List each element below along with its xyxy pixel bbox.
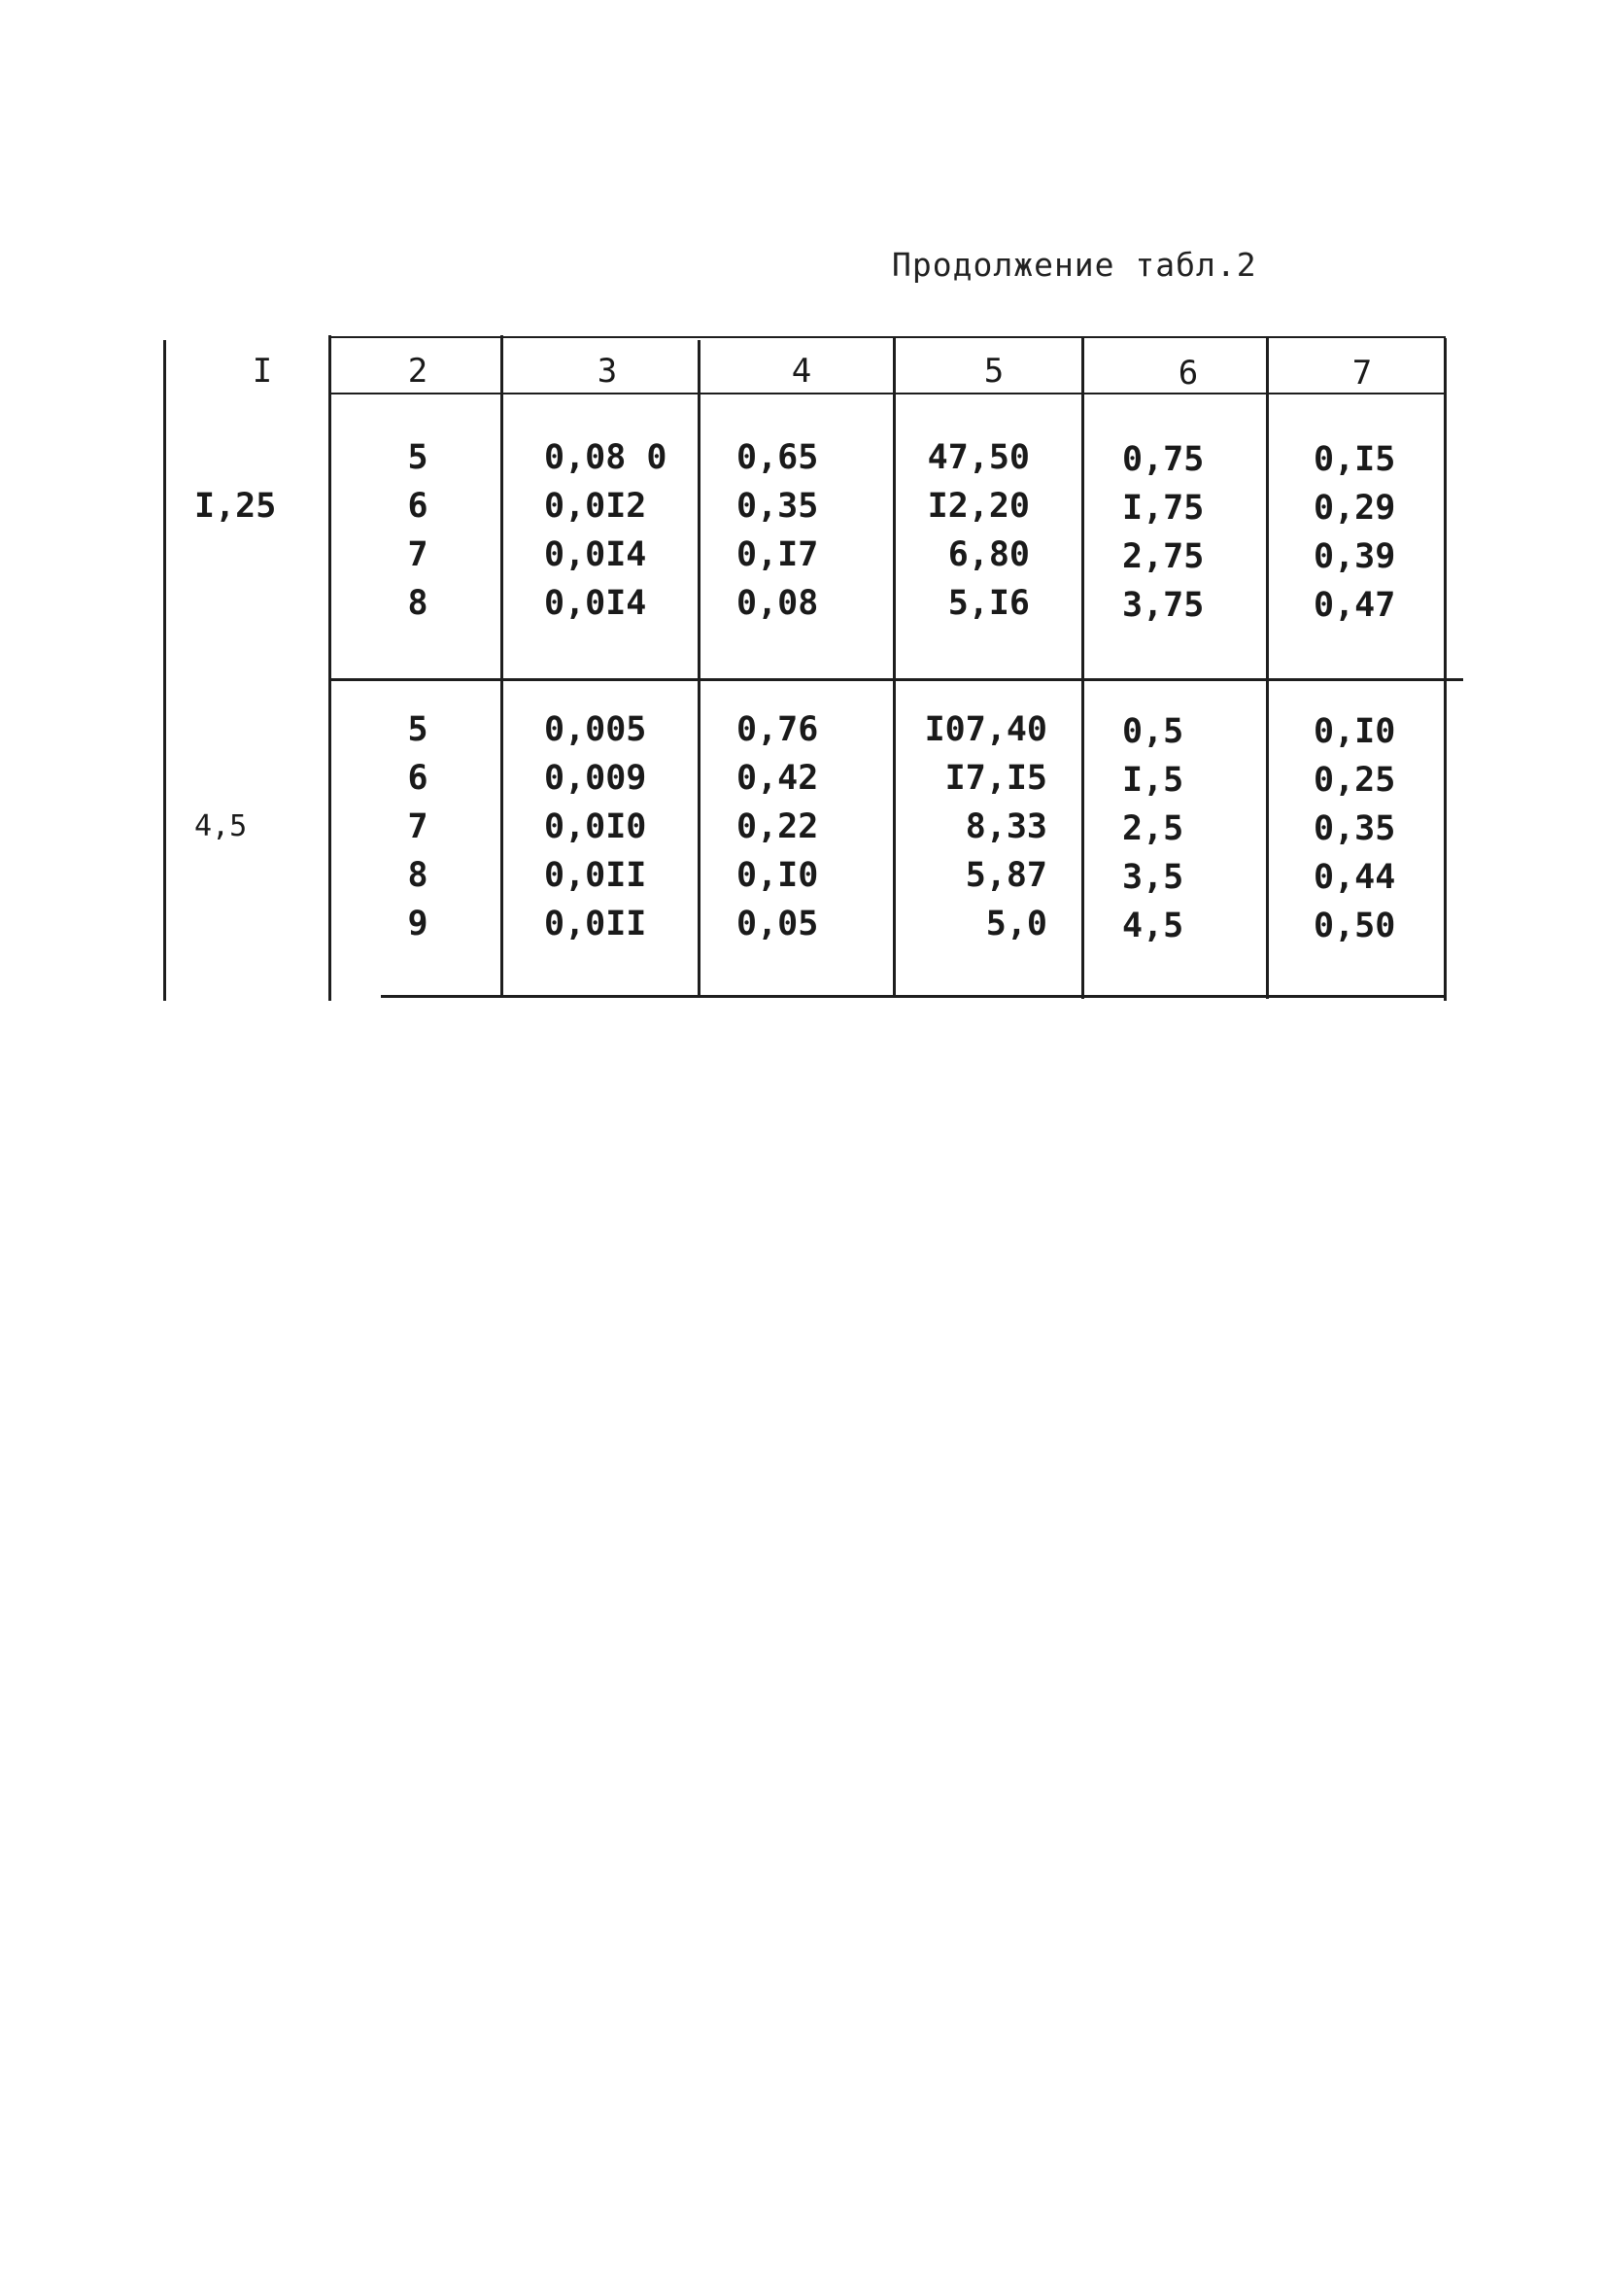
table-cell: 6 — [407, 487, 428, 526]
table-cell: 0,0I4 — [544, 535, 647, 574]
table-cell: I07,40 — [924, 710, 1047, 749]
table-cell: 0,0I4 — [544, 584, 647, 623]
table-cell: 0,08 0 — [544, 438, 667, 477]
table-cell: 0,42 — [736, 759, 819, 798]
table-cell: 8,33 — [965, 807, 1047, 846]
table-cell: 0,0I0 — [544, 807, 647, 846]
table-border-right — [1444, 338, 1447, 1001]
table-cell: 0,I7 — [736, 535, 819, 574]
column-divider-3 — [698, 340, 700, 996]
table-cell: 0,0I2 — [544, 487, 647, 526]
table-cell: 0,009 — [544, 759, 647, 798]
table-cell: I,75 — [1122, 489, 1205, 528]
table-cell: 8 — [407, 584, 428, 623]
table-cell: 0,25 — [1314, 761, 1396, 800]
table-cell: 6 — [407, 759, 428, 798]
group-label: I,25 — [194, 487, 277, 526]
table-cell: 7 — [407, 535, 428, 574]
table-cell: 5 — [407, 710, 428, 749]
table-cell: 0,47 — [1314, 586, 1396, 625]
table-cell: I2,20 — [927, 487, 1030, 526]
table-cell: 0,I5 — [1314, 440, 1396, 479]
column-divider-5 — [1081, 338, 1084, 999]
table-cell: 0,50 — [1314, 907, 1396, 945]
table-cell: 7 — [407, 807, 428, 846]
table-cell: 8 — [407, 856, 428, 895]
column-divider-1 — [328, 335, 331, 1001]
table-cell: 9 — [407, 905, 428, 943]
table-cell: 2,5 — [1122, 809, 1184, 848]
table-cell: 4,5 — [1122, 907, 1184, 945]
table-cell: 5,0 — [985, 905, 1047, 943]
table-cell: 0,35 — [1314, 809, 1396, 848]
table-cell: 0,005 — [544, 710, 647, 749]
group-label: 4,5 — [194, 809, 248, 843]
table-cell: 0,65 — [736, 438, 819, 477]
table-cell: 0,22 — [736, 807, 819, 846]
table-cell: 0,39 — [1314, 537, 1396, 576]
table-cell: 5 — [407, 438, 428, 477]
table-cell: 0,I0 — [736, 856, 819, 895]
header-col-7: 7 — [1351, 354, 1373, 393]
table-cell: 0,29 — [1314, 489, 1396, 528]
group-separator — [328, 678, 1463, 681]
table-cell: 0,44 — [1314, 858, 1396, 897]
table-cell: 6,80 — [947, 535, 1030, 574]
table-cell: 0,5 — [1122, 712, 1184, 751]
table-border-left — [163, 340, 166, 1001]
table-top-border — [330, 336, 1446, 338]
table-caption: Продолжение табл.2 — [892, 246, 1257, 284]
table-cell: 5,87 — [965, 856, 1047, 895]
table-cell: 0,I0 — [1314, 712, 1396, 751]
table-cell: 5,I6 — [947, 584, 1030, 623]
header-col-3: 3 — [597, 352, 618, 391]
table-cell: 0,76 — [736, 710, 819, 749]
header-col-2: 2 — [407, 352, 428, 391]
table-cell: 47,50 — [927, 438, 1030, 477]
table-cell: 0,0II — [544, 856, 647, 895]
table-cell: 0,08 — [736, 584, 819, 623]
table-cell: 0,05 — [736, 905, 819, 943]
header-col-4: 4 — [791, 352, 812, 391]
table-cell: 0,75 — [1122, 440, 1205, 479]
header-col-6: 6 — [1178, 354, 1199, 393]
table-cell: I7,I5 — [944, 759, 1047, 798]
table-cell: 3,5 — [1122, 858, 1184, 897]
header-col-1: I — [252, 352, 273, 391]
table-cell: 2,75 — [1122, 537, 1205, 576]
column-divider-2 — [500, 335, 503, 996]
table-bottom-border — [381, 995, 1446, 998]
table-cell: 0,35 — [736, 487, 819, 526]
header-col-5: 5 — [983, 352, 1005, 391]
table-cell: 0,0II — [544, 905, 647, 943]
table-cell: I,5 — [1122, 761, 1184, 800]
header-rule — [330, 393, 1446, 394]
table-cell: 3,75 — [1122, 586, 1205, 625]
column-divider-6 — [1266, 338, 1269, 999]
